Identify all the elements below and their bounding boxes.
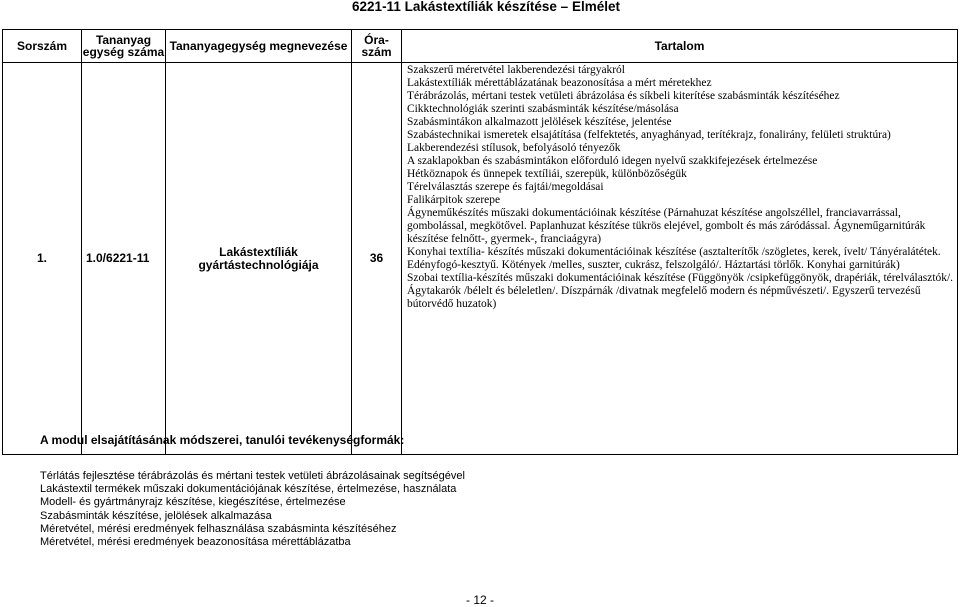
methods-heading: A modul elsajátításának módszerei, tanulói tevékenységformák: [40,433,405,447]
header-sorszam: Sorszám [3,30,82,63]
content-line: Szabásmintákon alkalmazott jelölések készítése, jelentése [407,116,672,128]
content-line: Szakszerű méretvétel lakberendezési tárgyakról [407,64,625,76]
content-line: A szaklapokban és szabásmintákon előforduló idegen nyelvű szakkifejezések értelmezése [407,155,818,167]
content-line: Hétköznapok és ünnepek textíliái, szerepük, különbözőségük [407,168,687,180]
content-line: Térelválasztás szerepe és fajtái/megoldásai [407,181,604,193]
list-item: Modell- és gyártmányrajz készítése, kiegészítése, értelmezése [40,496,346,509]
row-unit-name: Lakástextíliák gyártástechnológiája [166,63,352,455]
list-item: Méretvétel, mérési eredmények felhasználása szabásminta készítéséhez [40,522,397,535]
list-item: Szabásminták készítése, jelölések alkalmazása [40,509,272,522]
list-item: Lakástextil termékek műszaki dokumentációjának készítése, értelmezése, használata [40,483,457,496]
list-item: Térlátás fejlesztése térábrázolás és mértani testek vetületi ábrázolásainak segítségével [40,470,465,482]
row-content [402,63,958,455]
content-line: Lakberendezési stílusok, befolyásoló tényezők [407,142,621,154]
curriculum-table [2,29,958,455]
row-hours: 36 [352,63,402,455]
content-line: Falikárpitok szerepe [407,194,501,206]
header-unit-name: Tananyagegység megnevezése [166,30,352,63]
content-line: Szobai textília-készítés műszaki dokumentációinak készítése (Függönyök /csipkefüggönyök, drapériák, térelválasztók/. Ágytakarók /bélelt és béleletlen/. Díszpárnák /divatnak megfelelő modern és népművészeti/. Egyszerű tervezésű bútorvédő huzatok) [407,272,953,310]
methods-list [40,470,465,549]
page-number: - 12 - [465,593,494,607]
table-header-row [3,30,958,63]
content-line: Szabástechnikai ismeretek elsajátítása (felfektetés, anyaghányad, terítékrajz, fonalirány, felületi struktúra) [407,129,891,141]
header-content: Tartalom [402,30,958,63]
content-line: Ágyneműkészítés műszaki dokumentációinak készítése (Párnahuzat készítése angolszéllel, franciavarrással, gombolással, megkötővel. Paplanhuzat készítése tükrös elejével, gombolt és más záródással. Ágyneműgarnitúrák készítése felnőtt-, gyermek-, franciaágyra) [407,207,926,245]
content-line: Lakástextíliák mérettáblázatának beazonosítása a mért méretekhez [407,77,712,89]
table-row [3,63,958,455]
row-unit-code: 1.0/6221-11 [82,63,166,455]
content-line: Térábrázolás, mértani testek vetületi ábrázolása és síkbeli kiterítése szabásminták készítéséhez [407,90,840,102]
row-sorszam: 1. [3,63,82,455]
list-item: Méretvétel, mérési eredmények beazonosítása mérettáblázatba [40,536,351,549]
content-line: Cikktechnológiák szerinti szabásminták készítése/másolása [407,103,679,115]
content-line: Konyhai textília- készítés műszaki dokumentációinak készítése (asztalterítők /szögletes, kerek, ívelt/ Tányéralátétek. Edényfogó-kesztyű. Kötények /melles, suszter, cukrász, felszolgáló/. Háztartási törlők. Konyhai garnitúrák) [407,246,941,271]
header-hours: Óra-szám [352,30,402,63]
page-title: 6221-11 Lakástextíliák készítése – Elmélet [352,0,620,14]
header-unit-code: Tananyag egység száma [82,30,166,63]
